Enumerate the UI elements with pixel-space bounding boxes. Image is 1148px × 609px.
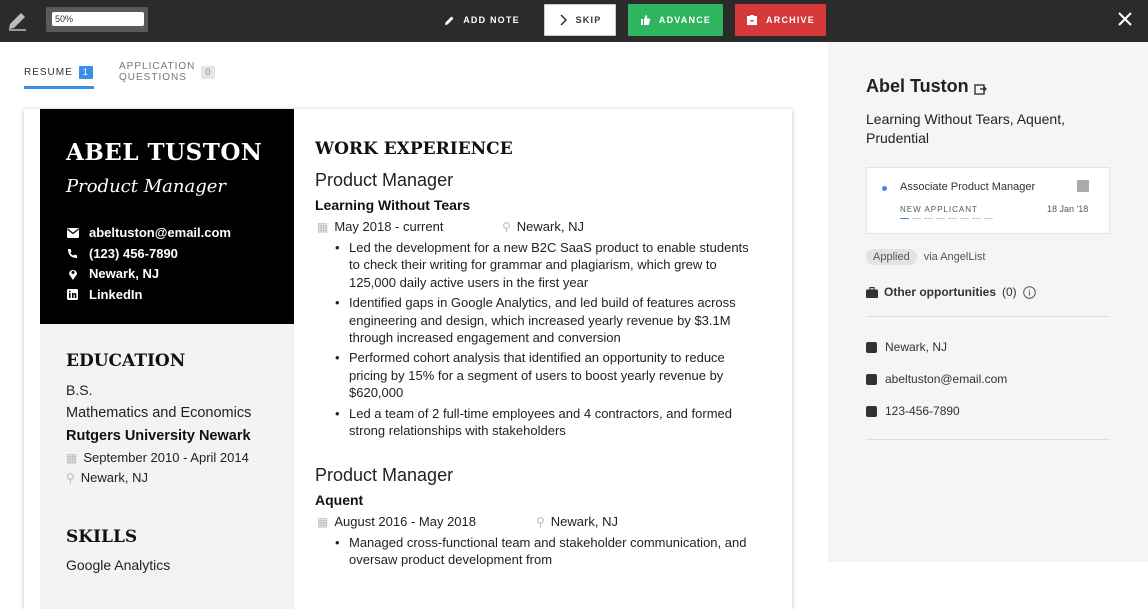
chevron-right-icon <box>559 14 568 26</box>
job-company: Learning Without Tears <box>315 197 471 213</box>
contact-phone-text: 123-456-7890 <box>885 404 960 418</box>
list-item: • Led a team of 2 full-time employees and 4 contractors, and formed strong relationships with stakeholders <box>349 405 749 440</box>
applied-via: via AngelList <box>923 251 986 263</box>
calendar-icon: ▦ <box>317 219 329 234</box>
map-pin-icon <box>66 268 79 280</box>
job-company: Aquent <box>315 492 364 508</box>
education-dates <box>66 450 249 465</box>
education-location <box>66 470 148 485</box>
zoom-control[interactable] <box>46 7 148 32</box>
skills-heading: SKILLS <box>66 527 138 547</box>
skills-item: Google Analytics <box>66 557 171 573</box>
education-dates-text: September 2010 - April 2014 <box>83 450 249 465</box>
envelope-icon <box>866 374 877 385</box>
active-tab-indicator <box>24 86 94 89</box>
top-toolbar <box>0 0 1148 42</box>
briefcase-icon <box>866 287 878 298</box>
resume-location-text: Newark, NJ <box>89 266 160 281</box>
job-title: Product Manager <box>315 465 454 485</box>
education-degree: B.S. <box>66 382 93 398</box>
progress-step <box>984 218 993 219</box>
list-item: • Managed cross-functional team and stakeholder communication, and oversaw product development from <box>349 534 749 569</box>
add-note-button[interactable] <box>432 4 532 36</box>
work-experience-heading: WORK EXPERIENCE <box>315 139 513 159</box>
phone-icon <box>866 406 877 417</box>
candidate-sidebar <box>828 42 1148 562</box>
pencil-icon <box>444 15 455 26</box>
job-title: Product Manager <box>315 170 454 190</box>
education-field: Mathematics and Economics <box>66 405 252 421</box>
resume-email <box>66 225 231 240</box>
tab-application-questions[interactable] <box>119 61 215 83</box>
progress-step <box>924 218 933 219</box>
archive-icon <box>746 14 758 26</box>
tab-application-questions-count: 0 <box>201 66 215 79</box>
zoom-value: 50% <box>55 14 74 24</box>
menu-icon[interactable] <box>1077 180 1089 192</box>
tab-application-questions-label: APPLICATION QUESTIONS <box>119 61 196 83</box>
job-location-text: Newark, NJ <box>550 514 618 529</box>
contact-location <box>866 340 947 354</box>
education-location-text: Newark, NJ <box>80 470 148 485</box>
phone-icon <box>66 248 79 259</box>
other-opportunities[interactable] <box>866 285 1036 299</box>
applied-badge: Applied <box>866 249 917 265</box>
resume-linkedin-text: LinkedIn <box>89 287 143 302</box>
opportunity-date: 18 Jan '18 <box>1047 204 1089 214</box>
map-pin-icon: ⚲ <box>502 219 511 234</box>
tab-resume-count: 1 <box>79 66 93 79</box>
job-dates <box>317 219 443 234</box>
skip-label: SKIP <box>575 15 602 25</box>
job-location <box>536 514 618 529</box>
opportunity-card[interactable] <box>866 167 1110 234</box>
info-icon[interactable] <box>1023 286 1036 299</box>
progress-step <box>900 218 909 219</box>
job-dates <box>317 514 476 529</box>
candidate-name: Abel Tuston <box>866 76 969 96</box>
divider <box>866 316 1110 317</box>
divider <box>866 439 1110 440</box>
calendar-icon: ▦ <box>66 450 78 465</box>
share-icon[interactable] <box>974 82 988 96</box>
calendar-icon: ▦ <box>317 514 329 529</box>
pencil-icon[interactable] <box>6 10 28 32</box>
archive-button[interactable] <box>735 4 826 36</box>
advance-button[interactable] <box>628 4 723 36</box>
advance-label: ADVANCE <box>658 15 712 25</box>
resume-phone <box>66 246 178 261</box>
resume-title: Product Manager <box>66 176 226 197</box>
job-location-text: Newark, NJ <box>516 219 584 234</box>
contact-phone[interactable] <box>866 404 960 418</box>
opportunity-title: Associate Product Manager <box>900 181 1036 193</box>
other-opportunities-label: Other opportunities <box>884 285 996 299</box>
resume-document <box>24 109 792 609</box>
archive-label: ARCHIVE <box>766 15 815 25</box>
zoom-input[interactable] <box>52 12 144 26</box>
resume-linkedin[interactable] <box>66 287 142 302</box>
list-item: • Led the development for a new B2C SaaS product to enable students to check their writing for grammar and plagiarism, which grew to 125,000 daily active users in the first year <box>349 239 749 291</box>
education-heading: EDUCATION <box>66 351 186 371</box>
applied-source <box>866 249 985 265</box>
envelope-icon <box>66 228 79 238</box>
progress-step <box>912 218 921 219</box>
status-dot <box>882 186 887 191</box>
resume-phone-text: (123) 456-7890 <box>89 246 178 261</box>
tab-resume[interactable] <box>24 64 93 80</box>
job-dates-text: May 2018 - current <box>334 219 444 234</box>
progress-step <box>960 218 969 219</box>
resume-name: ABEL TUSTON <box>66 139 263 166</box>
resume-panel <box>0 42 828 573</box>
skip-button[interactable] <box>544 4 616 36</box>
list-item: • Performed cohort analysis that identified an opportunity to reduce pricing by 15% for a segment of users to boost yearly revenue by $620,000 <box>349 349 749 401</box>
job-location <box>502 219 584 234</box>
resume-email-text: abeltuston@email.com <box>89 225 231 240</box>
map-pin-icon: ⚲ <box>536 514 545 529</box>
education-school: Rutgers University Newark <box>66 428 251 444</box>
add-note-label: ADD NOTE <box>463 15 520 25</box>
tab-resume-label: RESUME <box>24 66 73 78</box>
linkedin-icon <box>66 289 79 300</box>
candidate-companies: Learning Without Tears, Aquent, Prudential <box>866 111 1065 146</box>
resume-header <box>40 109 294 324</box>
contact-email[interactable] <box>866 372 1007 386</box>
other-opportunities-count: (0) <box>1002 285 1017 299</box>
opportunity-stage: NEW APPLICANT <box>900 205 978 214</box>
contact-location-text: Newark, NJ <box>885 340 948 354</box>
job-dates-text: August 2016 - May 2018 <box>334 514 476 529</box>
progress-step <box>936 218 945 219</box>
job-bullets <box>349 239 749 442</box>
list-item: • Identified gaps in Google Analytics, and led build of features across engineering and design, which increased yearly revenue by $3.1M through increased engagement and conversion <box>349 294 749 346</box>
resume-location <box>66 266 159 281</box>
building-icon <box>866 342 877 353</box>
job-bullets <box>349 534 749 572</box>
map-pin-icon: ⚲ <box>66 470 75 485</box>
stage-progress <box>900 218 993 219</box>
contact-email-text: abeltuston@email.com <box>885 372 1008 386</box>
close-icon[interactable] <box>1115 9 1135 29</box>
progress-step <box>972 218 981 219</box>
thumbs-up-icon <box>640 14 651 26</box>
progress-step <box>948 218 957 219</box>
